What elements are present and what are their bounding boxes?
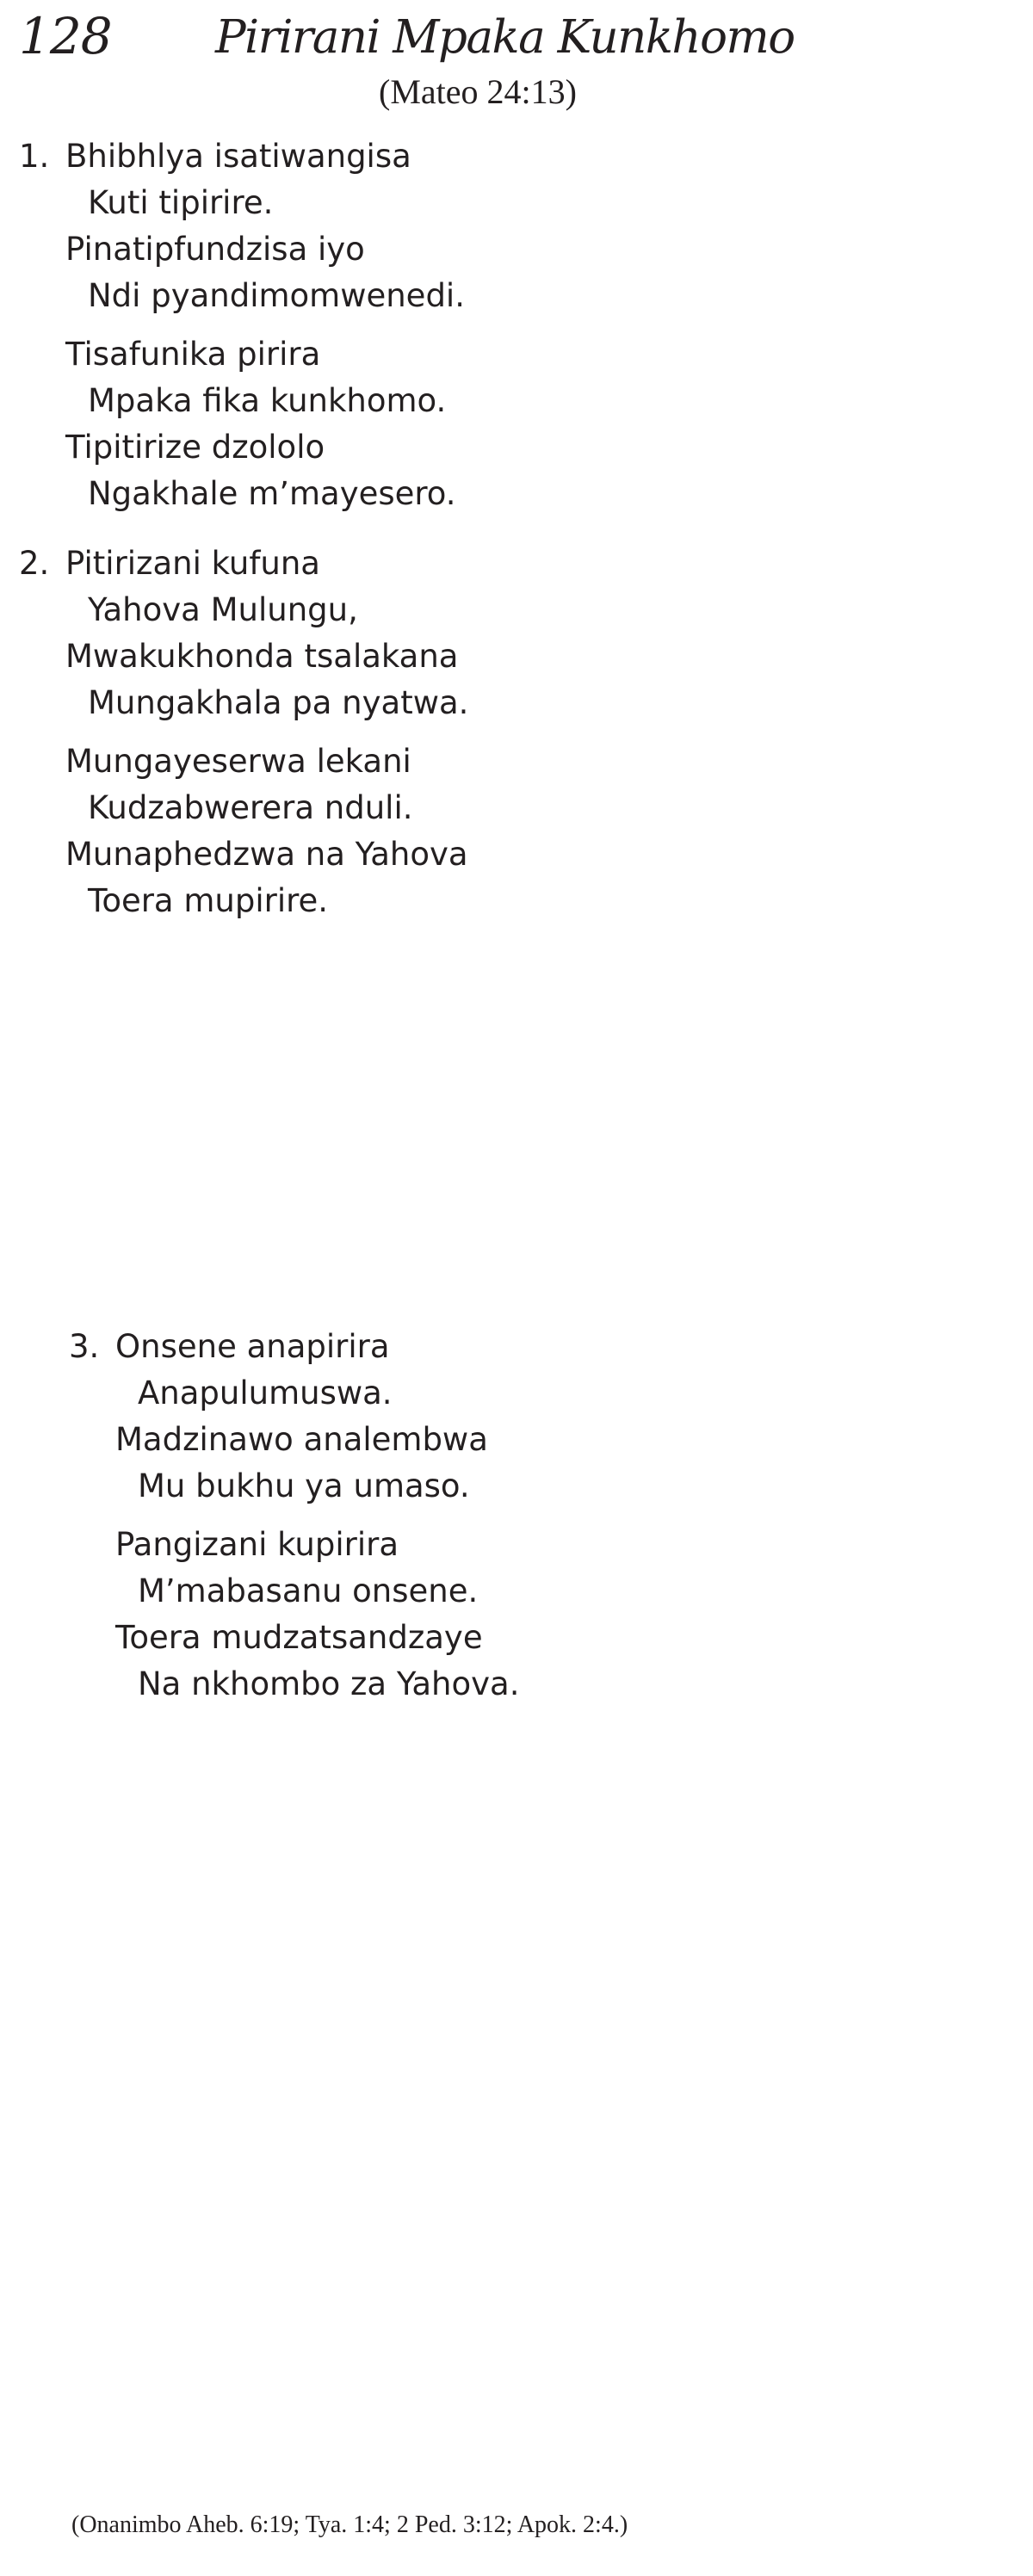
verse-line: Mwakukhonda tsalakana <box>65 638 459 675</box>
song-title: Pirirani Mpaka Kunkhomo <box>215 11 795 64</box>
song-number: 128 <box>19 7 112 65</box>
verse-number: 1. <box>19 138 50 175</box>
verse-line: Kudzabwerera nduli. <box>88 789 413 826</box>
verse-line: Mpaka fika kunkhomo. <box>88 382 447 419</box>
verse-line: Ndi pyandimomwenedi. <box>88 277 465 314</box>
verse-line: Madzinawo analembwa <box>115 1421 488 1458</box>
verse-line: Mu bukhu ya umaso. <box>138 1467 470 1504</box>
scripture-reference: (Mateo 24:13) <box>379 72 577 111</box>
verse-2 <box>19 541 469 924</box>
verse-3 <box>69 1324 520 1708</box>
verse-line: Bhibhlya isatiwangisa <box>65 138 411 175</box>
verse-1 <box>19 133 465 517</box>
verse-line: Onsene anapirira <box>115 1328 390 1365</box>
verse-line: Pitirizani kufuna <box>65 545 320 582</box>
verse-line: Munaphedzwa na Yahova <box>65 836 468 873</box>
verse-line: Mungayeserwa lekani <box>65 743 411 780</box>
verse-line: Yahova Mulungu, <box>88 591 358 628</box>
verse-line: Toera mupirire. <box>88 882 329 919</box>
verse-line: Toera mudzatsandzaye <box>115 1619 483 1656</box>
verse-number: 3. <box>69 1328 100 1365</box>
verse-line: Tipitirize dzololo <box>65 429 325 466</box>
verse-line: Tisafunika pirira <box>65 336 321 373</box>
verse-line: Anapulumuswa. <box>138 1374 393 1412</box>
verse-line: Kuti tipirire. <box>88 184 274 221</box>
verse-line: Na nkhombo za Yahova. <box>138 1665 520 1702</box>
verse-line: Mungakhala pa nyatwa. <box>88 684 469 721</box>
verse-line: Ngakhale m’mayesero. <box>88 475 456 512</box>
verse-line: Pangizani kupirira <box>115 1526 399 1563</box>
verse-number: 2. <box>19 545 50 582</box>
verse-line: M’mabasanu onsene. <box>138 1572 479 1609</box>
verse-line: Pinatipfundzisa iyo <box>65 231 365 268</box>
footnote-references: (Onanimbo Aheb. 6:19; Tya. 1:4; 2 Ped. 3:12; Apok. 2:4.) <box>71 2511 628 2538</box>
